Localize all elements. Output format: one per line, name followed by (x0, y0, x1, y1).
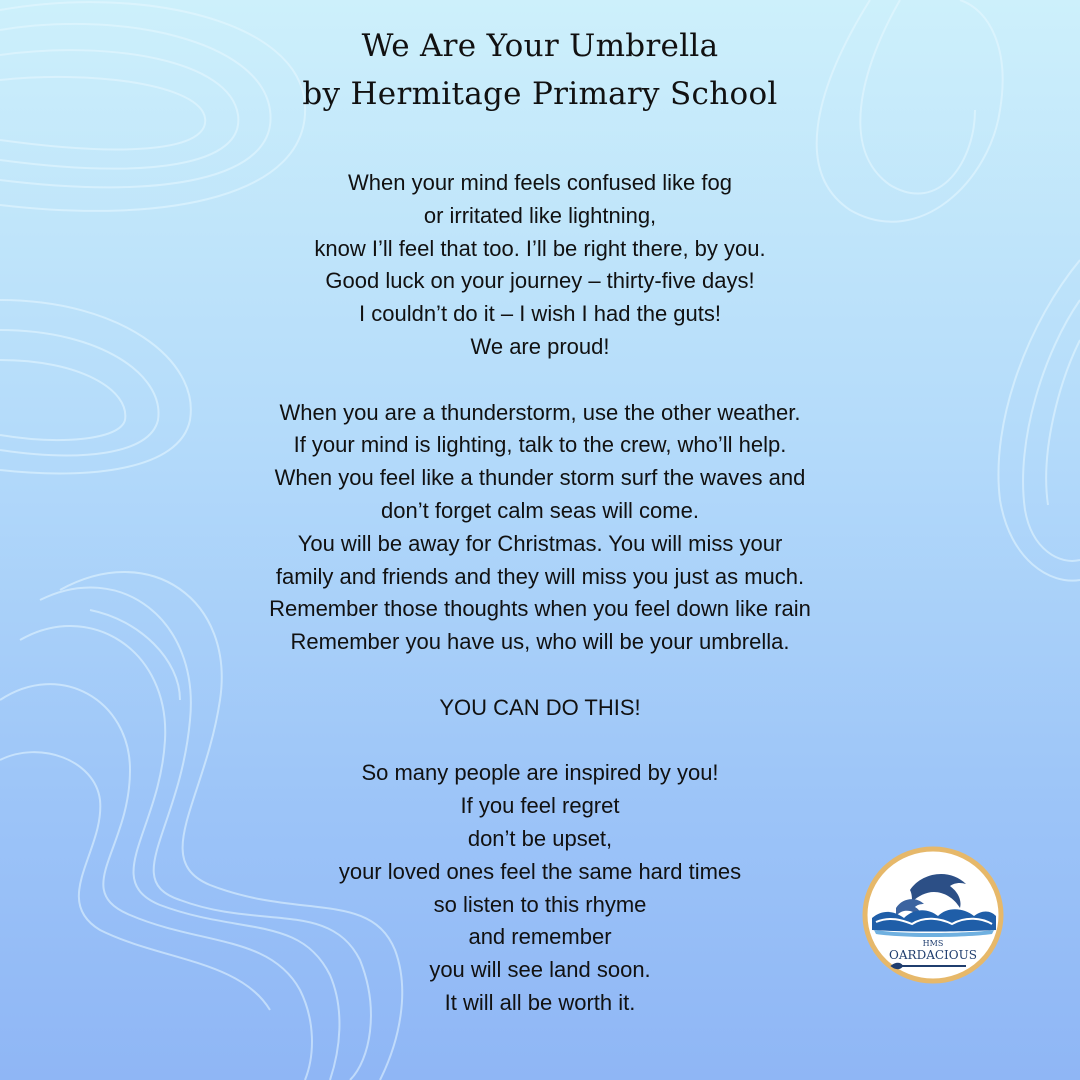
poem-line: know I’ll feel that too. I’ll be right there, by you. (314, 235, 766, 261)
poem-line: Remember you have us, who will be your umbrella. (290, 629, 790, 655)
hms-oardacious-logo (862, 846, 1004, 984)
poem-line: don’t be upset, (467, 825, 613, 851)
poem-line: If your mind is lighting, talk to the crew, who’ll help. (293, 432, 787, 458)
poem-line: or irritated like lightning, (423, 202, 657, 228)
logo-text-oardacious: OARDACIOUS (889, 948, 977, 962)
poem-line: Good luck on your journey – thirty-five days! (325, 268, 755, 294)
poem-line: We are proud! (470, 333, 610, 359)
poem-line: family and friends and they will miss you just as much. (275, 563, 805, 589)
stanza-gap (0, 725, 1080, 758)
poem-line: It will all be worth it. (444, 989, 636, 1015)
poem-stanza-3 (0, 692, 1080, 725)
poem-title-block (0, 22, 1080, 118)
poem-line: Remember those thoughts when you feel down like rain (269, 596, 811, 622)
poem-line: don’t forget calm seas will come. (381, 497, 699, 523)
poem-line: When you feel like a thunder storm surf the waves and (274, 465, 806, 491)
poem-line: your loved ones feel the same hard times (338, 858, 742, 884)
poem-title: We Are Your Umbrella (361, 28, 719, 64)
poem-line: I couldn’t do it – I wish I had the guts! (359, 301, 721, 327)
poem-line: and remember (468, 924, 612, 950)
poem-line: You will be away for Christmas. You will miss your (297, 530, 783, 556)
poem-author: by Hermitage Primary School (302, 76, 778, 112)
poem-stanza-2 (0, 397, 1080, 659)
poem-line: So many people are inspired by you! (361, 760, 719, 786)
poem-line: so listen to this rhyme (433, 891, 647, 917)
poem-line: YOU CAN DO THIS! (439, 694, 641, 720)
poem-line: If you feel regret (460, 793, 620, 819)
poem-line: When your mind feels confused like fog (348, 170, 732, 195)
poem-line: you will see land soon. (429, 957, 651, 983)
logo-text-hms: HMS (922, 939, 944, 948)
poem-stanza-1 (0, 167, 1080, 364)
poem-line: When you are a thunderstorm, use the other weather. (279, 399, 801, 425)
stanza-gap (0, 364, 1080, 397)
stanza-gap (0, 659, 1080, 692)
